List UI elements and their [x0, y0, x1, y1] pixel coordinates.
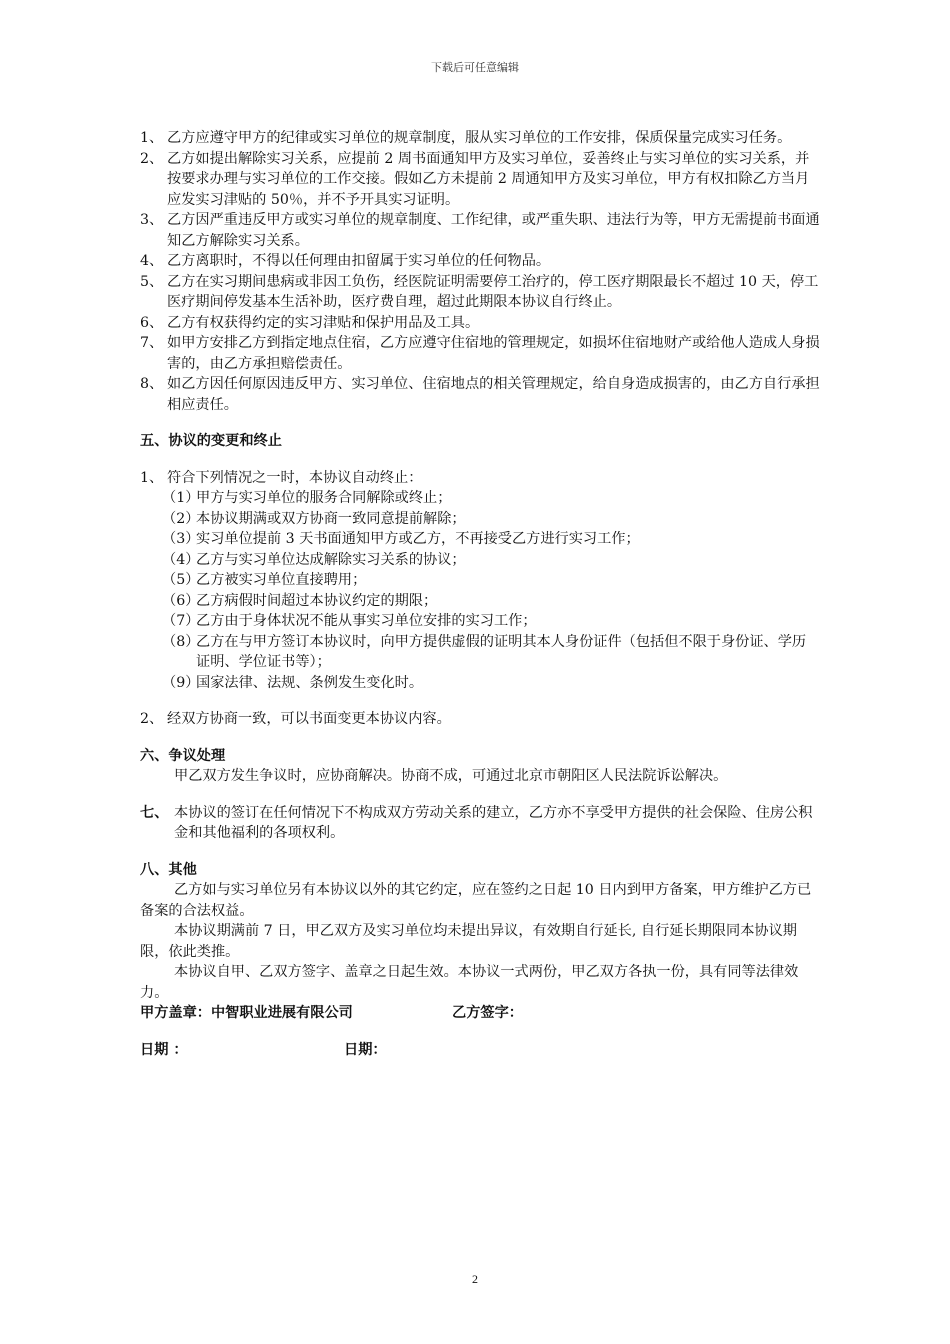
sub-list-item	[162, 632, 820, 673]
item-text: 如乙方因任何原因违反甲方、实习单位、住宿地点的相关管理规定，给自身造成损害的，由乙方自行承担相应责任。	[167, 376, 820, 413]
section8-title: 八、其他	[140, 861, 197, 878]
sub-item-number: （2）	[162, 510, 200, 527]
list-item	[140, 210, 820, 251]
item-number: 1、	[140, 130, 164, 146]
section7-item	[140, 803, 820, 844]
item-text: 乙方应遵守甲方的纪律或实习单位的规章制度，服从实习单位的工作安排，保质保量完成实习任务。	[167, 130, 792, 146]
list-item	[140, 149, 820, 211]
item-number: 2、	[140, 150, 164, 167]
list-item	[140, 272, 820, 313]
sub-item-text: 乙方与实习单位达成解除实习关系的协议；	[196, 551, 466, 568]
item-number: 6、	[140, 314, 164, 331]
list-item	[140, 251, 820, 272]
date-row	[140, 1040, 820, 1061]
item-number: 4、	[140, 253, 164, 269]
page-number: 2	[472, 1272, 478, 1286]
party-b-signature-label: 乙方签字：	[452, 1005, 523, 1021]
sub-item-text: 乙方在与甲方签订本协议时，向甲方提供虚假的证明其本人身份证件（包括但不限于身份证、学历证明、学位证书等）；	[196, 633, 807, 670]
party-a-seal-label: 甲方盖章：中智职业进展有限公司	[140, 1005, 353, 1021]
list-item	[140, 374, 820, 415]
sub-list-item	[162, 591, 820, 612]
section7-number: 七、	[140, 804, 169, 821]
sub-item-text: 乙方被实习单位直接聘用；	[196, 572, 367, 588]
sub-item-text: 甲方与实习单位的服务合同解除或终止；	[196, 490, 452, 506]
sub-item-text: 本协议期满或双方协商一致同意提前解除；	[196, 510, 466, 527]
item-number: 1、	[140, 469, 164, 486]
sub-item-text: 实习单位提前 3 天书面通知甲方或乙方，不再接受乙方进行实习工作；	[196, 531, 640, 547]
list-item	[140, 333, 820, 374]
sub-item-number: （8）	[162, 633, 200, 650]
sub-list-item	[162, 550, 820, 571]
sub-item-text: 国家法律、法规、条例发生变化时。	[196, 674, 424, 691]
item-text: 乙方离职时，不得以任何理由扣留属于实习单位的任何物品。	[167, 253, 551, 269]
page-header: 下载后可任意编辑	[431, 61, 519, 74]
sub-item-text: 乙方病假时间超过本协议约定的期限；	[196, 592, 438, 609]
section4-list	[140, 128, 820, 415]
sub-item-number: （3）	[162, 531, 200, 547]
sub-list-item	[162, 611, 820, 632]
sub-item-number: （1）	[162, 490, 200, 506]
sub-item-text: 乙方由于身体状况不能从事实习单位安排的实习工作；	[196, 613, 537, 629]
section6-title: 六、争议处理	[140, 747, 226, 764]
item-number: 5、	[140, 273, 164, 290]
document-body	[140, 128, 820, 1060]
item-text: 乙方因严重违反甲方或实习单位的规章制度、工作纪律，或严重失职、违法行为等，甲方无需提前书面通知乙方解除实习关系。	[167, 212, 820, 249]
item-text: 如甲方安排乙方到指定地点住宿，乙方应遵守住宿地的管理规定，如损坏住宿地财产或给他人造成人身损害的，由乙方承担赔偿责任。	[167, 335, 820, 372]
section8-paragraph: 本协议期满前 7 日，甲乙双方及实习单位均未提出异议，有效期自行延长, 自行延长期限同本协议期限，依此类推。	[140, 923, 797, 960]
sub-item-number: （4）	[162, 551, 200, 568]
item-number: 2、	[140, 711, 164, 727]
sub-list-item	[162, 529, 820, 550]
sub-item-number: （6）	[162, 592, 200, 609]
sub-list-item	[162, 488, 820, 509]
section8-paragraph: 本协议自甲、乙双方签字、盖章之日起生效。本协议一式两份，甲乙双方各执一份，具有同等法律效力。	[140, 964, 799, 1001]
section5-item-2	[140, 709, 820, 730]
item-text: 乙方有权获得约定的实习津贴和保护用品及工具。	[167, 314, 480, 331]
item-number: 8、	[140, 376, 164, 392]
section6-paragraph: 甲乙双方发生争议时，应协商解决。协商不成，可通过北京市朝阳区人民法院诉讼解决。	[174, 768, 728, 784]
party-a-date-label: 日期 ：	[140, 1041, 188, 1058]
sub-list-item	[162, 673, 820, 694]
list-item	[140, 128, 820, 149]
item-text: 乙方在实习期间患病或非因工负伤，经医院证明需要停工治疗的，停工医疗期限最长不超过 10 天，停工医疗期间停发基本生活补助，医疗费自理，超过此期限本协议自行终止。	[167, 273, 819, 310]
sub-list-item	[162, 509, 820, 530]
section8-paragraph: 乙方如与实习单位另有本协议以外的其它约定，应在签约之日起 10 日内到甲方备案，甲方维护乙方已备案的合法权益。	[140, 882, 812, 919]
section5-item-1	[140, 468, 820, 489]
item-text: 乙方如提出解除实习关系，应提前 2 周书面通知甲方及实习单位，妥善终止与实习单位的实习关系，并按要求办理与实习单位的工作交接。假如乙方未提前 2 周通知甲方及实习单位，甲方有权扣除乙方当月应发实习津贴的 50％，并不予开具实习证明。	[167, 150, 810, 208]
signature-row	[140, 1003, 820, 1024]
list-item	[140, 313, 820, 334]
item-text: 符合下列情况之一时，本协议自动终止：	[167, 469, 423, 486]
section7-text: 本协议的签订在任何情况下不构成双方劳动关系的建立，乙方亦不享受甲方提供的社会保险、住房公积金和其他福利的各项权利。	[174, 804, 813, 841]
sub-list-item	[162, 570, 820, 591]
section5-title: 五、协议的变更和终止	[140, 433, 282, 449]
sub-item-number: （7）	[162, 613, 200, 629]
sub-item-number: （5）	[162, 572, 200, 588]
item-number: 7、	[140, 335, 164, 351]
sub-item-number: （9）	[162, 674, 200, 691]
item-text: 经双方协商一致，可以书面变更本协议内容。	[167, 711, 451, 727]
item-number: 3、	[140, 212, 164, 228]
party-b-date-label: 日期：	[344, 1041, 387, 1058]
